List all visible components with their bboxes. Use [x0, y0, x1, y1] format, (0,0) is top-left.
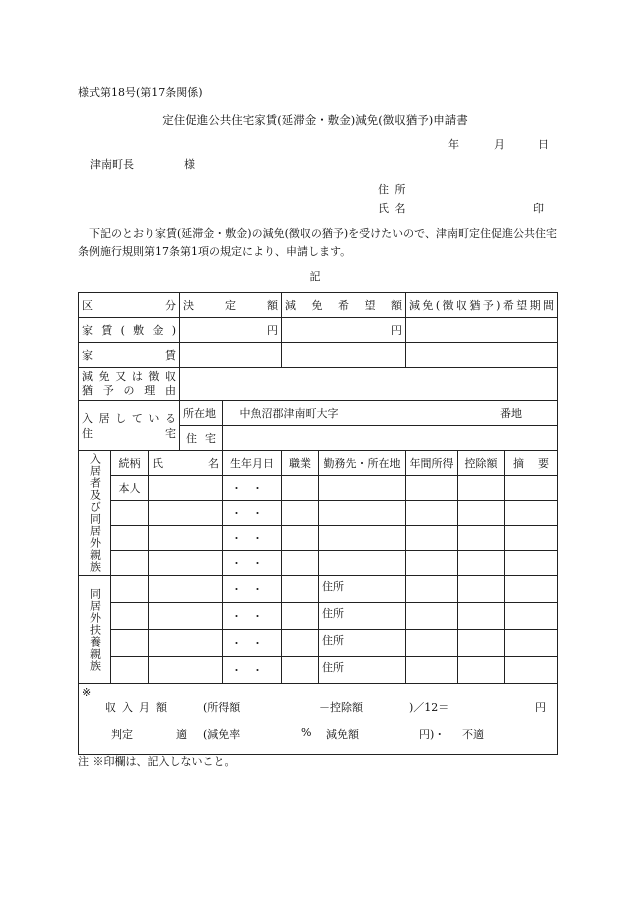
deduction-field[interactable]	[458, 657, 505, 684]
header-row	[79, 293, 558, 318]
desired-period-field[interactable]	[406, 318, 558, 343]
deduction-field[interactable]	[458, 630, 505, 657]
job-header: 職業	[282, 451, 319, 476]
remarks-field[interactable]	[505, 657, 558, 684]
form-title: 定住促進公共住宅家賃(延滞金・敷金)減免(徴収猶予)申請書	[162, 113, 468, 127]
job-field[interactable]	[282, 501, 319, 526]
addressee-suffix: 様	[184, 158, 195, 171]
date-month: 月	[494, 138, 505, 151]
income-label: 収入月額	[105, 701, 173, 714]
income-field[interactable]	[406, 501, 458, 526]
name-field[interactable]	[149, 630, 223, 657]
table-row	[79, 551, 558, 576]
birth-field[interactable]: ・・	[223, 630, 282, 657]
table-row	[79, 476, 558, 501]
ki-heading: 記	[309, 270, 321, 283]
table-row	[79, 501, 558, 526]
reason-label-line-2: 猶予の理由	[82, 384, 177, 397]
residence-label	[79, 401, 180, 451]
job-field[interactable]	[282, 657, 319, 684]
work-header: 勤務先・所在地	[319, 451, 406, 476]
income-field[interactable]	[406, 657, 458, 684]
name-field[interactable]	[149, 551, 223, 576]
reason-label-line-1: 減免又は徴収	[82, 370, 177, 383]
birth-field[interactable]: ・・	[223, 603, 282, 630]
remarks-field[interactable]	[505, 526, 558, 551]
residents-header-row	[79, 451, 558, 476]
birth-header: 生年月日	[223, 451, 282, 476]
dependents-label: 同居外扶養親族	[79, 576, 111, 684]
relation-header: 続柄	[111, 451, 149, 476]
birth-field[interactable]: ・・	[223, 576, 282, 603]
income-yen: 円	[535, 701, 546, 714]
birth-field[interactable]: ・・	[223, 476, 282, 501]
income-formula-start: (所得額	[203, 701, 241, 714]
name-header: 氏名	[149, 451, 223, 476]
work-field[interactable]	[319, 551, 406, 576]
rent-period-field[interactable]	[406, 343, 558, 368]
job-field[interactable]	[282, 551, 319, 576]
location-row	[79, 401, 558, 426]
table-row	[79, 576, 558, 603]
desired-amount-field[interactable]: 円	[282, 318, 406, 343]
location-field[interactable]	[223, 401, 558, 426]
calculation-row	[79, 684, 558, 755]
housing-label: 住宅	[180, 426, 223, 451]
date-year: 年	[448, 138, 459, 151]
rent-row	[79, 343, 558, 368]
judgement-not-ok[interactable]: 不適	[462, 728, 484, 741]
job-field[interactable]	[282, 630, 319, 657]
birth-field[interactable]: ・・	[223, 551, 282, 576]
income-field[interactable]	[406, 630, 458, 657]
deduction-header: 控除額	[458, 451, 505, 476]
income-formula-deduction: －控除額	[319, 701, 363, 714]
name-field[interactable]	[149, 657, 223, 684]
reduction-amount-yen: 円)・	[419, 728, 446, 741]
job-field[interactable]	[282, 603, 319, 630]
addressee	[90, 158, 195, 171]
deduction-field[interactable]	[458, 603, 505, 630]
birth-field[interactable]: ・・	[223, 501, 282, 526]
birth-field[interactable]: ・・	[223, 526, 282, 551]
name-field[interactable]	[149, 501, 223, 526]
date-line	[448, 138, 549, 151]
remarks-field[interactable]	[505, 551, 558, 576]
reason-label	[79, 368, 180, 401]
name-field[interactable]	[149, 526, 223, 551]
relation-field[interactable]	[111, 657, 149, 684]
deduction-field[interactable]	[458, 476, 505, 501]
remarks-field[interactable]	[505, 501, 558, 526]
reduction-amount-label: 減免額	[326, 728, 359, 741]
decided-amount-header: 決定額	[180, 293, 282, 318]
income-field[interactable]	[406, 603, 458, 630]
remarks-field[interactable]	[505, 603, 558, 630]
location-label: 所在地	[180, 401, 223, 426]
name-field[interactable]	[149, 576, 223, 603]
applicant-address-label: 住 所	[378, 183, 407, 196]
table-row	[79, 657, 558, 684]
housing-field[interactable]	[223, 426, 558, 451]
rent-deposit-label: 家賃(敷金)	[79, 318, 180, 343]
reason-field[interactable]	[180, 368, 558, 401]
name-field[interactable]	[149, 476, 223, 501]
office-use-mark: ※	[82, 686, 92, 699]
percent-label: %	[301, 726, 312, 739]
work-address-field[interactable]: 住所	[319, 657, 406, 684]
desired-period-header: 減免(徴収猶予)希望期間	[406, 293, 558, 318]
remarks-field[interactable]	[505, 630, 558, 657]
reduction-rate-label: (減免率	[203, 728, 241, 741]
deduction-field[interactable]	[458, 551, 505, 576]
rent-decided-field[interactable]	[180, 343, 282, 368]
addressee-name: 津南町長	[90, 158, 134, 171]
residence-label-line-1: 入居している	[82, 411, 177, 425]
table-row	[79, 630, 558, 657]
decided-amount-field[interactable]: 円	[180, 318, 282, 343]
work-address-field[interactable]: 住所	[319, 630, 406, 657]
rent-desired-field[interactable]	[282, 343, 406, 368]
category-header: 区分	[79, 293, 180, 318]
work-field[interactable]	[319, 526, 406, 551]
desired-amount-header: 減免希望額	[282, 293, 406, 318]
judgement-label: 判定	[111, 728, 133, 741]
location-value: 中魚沼郡津南町大字	[239, 407, 339, 420]
rent-deposit-row	[79, 318, 558, 343]
name-field[interactable]	[149, 603, 223, 630]
application-statement: 下記のとおり家賃(延滞金・敷金)の減免(徴収の猶予)を受けたいので、津南町定住促進公共住宅条例施行規則第17条第1項の規定により、申請します。	[78, 227, 557, 258]
income-field[interactable]	[406, 526, 458, 551]
residence-label-line-2: 住宅	[82, 426, 177, 440]
relation-self: 本人	[111, 476, 149, 501]
income-field[interactable]	[406, 576, 458, 603]
income-field[interactable]	[406, 551, 458, 576]
banchi-label: 番地	[500, 407, 523, 420]
deduction-field[interactable]	[458, 501, 505, 526]
relation-field[interactable]	[111, 630, 149, 657]
table-row	[79, 603, 558, 630]
work-field[interactable]	[319, 501, 406, 526]
job-field[interactable]	[282, 576, 319, 603]
relation-field[interactable]	[111, 576, 149, 603]
date-day: 日	[538, 138, 549, 151]
income-header: 年間所得	[406, 451, 458, 476]
deduction-field[interactable]	[458, 576, 505, 603]
reason-row	[79, 368, 558, 401]
deduction-field[interactable]	[458, 526, 505, 551]
birth-field[interactable]: ・・	[223, 657, 282, 684]
relation-field[interactable]	[111, 551, 149, 576]
work-field[interactable]	[319, 476, 406, 501]
remarks-header: 摘要	[505, 451, 558, 476]
judgement-ok[interactable]: 適	[176, 728, 187, 741]
form-number: 様式第18号(第17条関係)	[78, 86, 203, 99]
income-formula-end: )／12＝	[409, 701, 450, 714]
residents-label: 入居者及び同居外親族	[79, 451, 111, 576]
job-field[interactable]	[282, 526, 319, 551]
work-address-field[interactable]: 住所	[319, 603, 406, 630]
calculation-area	[79, 684, 558, 755]
remarks-field[interactable]	[505, 576, 558, 603]
relation-field[interactable]	[111, 501, 149, 526]
seal-label: 印	[533, 202, 544, 215]
relation-field[interactable]	[111, 526, 149, 551]
footer-note: 注 ※印欄は、記入しないこと。	[78, 755, 236, 768]
work-address-field[interactable]: 住所	[319, 576, 406, 603]
applicant-name-label: 氏 名	[378, 202, 407, 215]
remarks-field[interactable]	[505, 476, 558, 501]
application-table	[78, 292, 558, 755]
income-field[interactable]	[406, 476, 458, 501]
job-field[interactable]	[282, 476, 319, 501]
rent-label: 家賃	[79, 343, 180, 368]
relation-field[interactable]	[111, 603, 149, 630]
table-row	[79, 526, 558, 551]
